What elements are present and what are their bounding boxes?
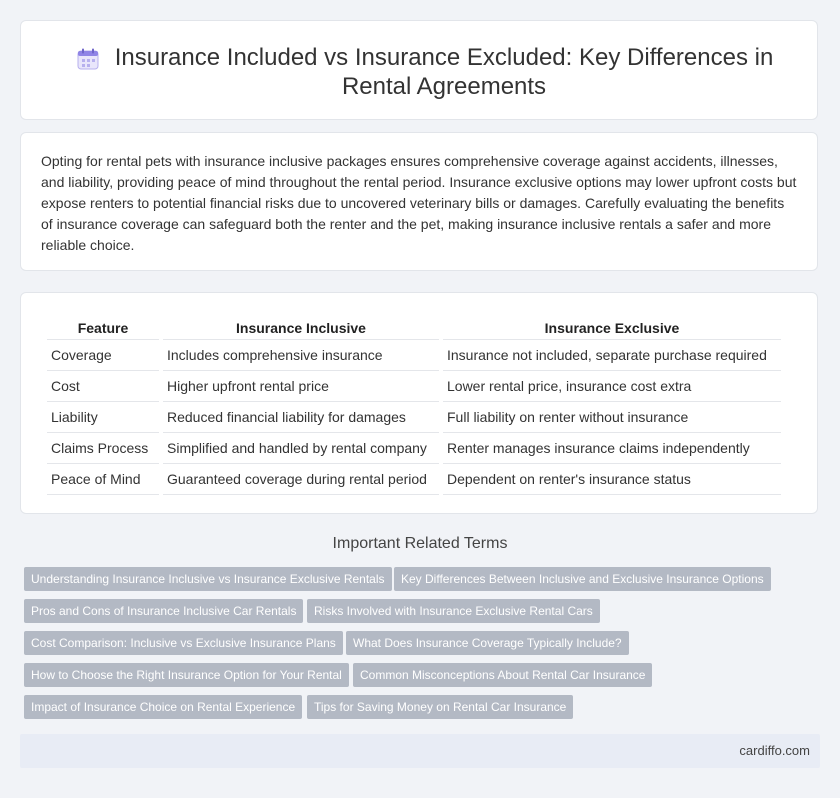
related-term-link[interactable]: Pros and Cons of Insurance Inclusive Car Rentals	[24, 599, 303, 623]
table-row	[47, 340, 781, 371]
table-cell: Cost	[47, 371, 159, 402]
related-term-link[interactable]: Risks Involved with Insurance Exclusive Rental Cars	[307, 599, 600, 623]
intro-paragraph: Opting for rental pets with insurance inclusive packages ensures comprehensive coverage against accidents, illnesses, and liability, providing peace of mind throughout the rental period. Insurance exclusive options may lower upfront costs but expose renters to potential financial risks due to uncovered veterinary bills or damages. Carefully evaluating the benefits of insurance coverage can safeguard both the renter and the pet, making insurance inclusive rentals a safer and more reliable choice.	[41, 153, 797, 253]
table-cell: Guaranteed coverage during rental period	[163, 464, 439, 495]
table-cell: Renter manages insurance claims independently	[443, 433, 781, 464]
table-cell: Claims Process	[47, 433, 159, 464]
related-term-link[interactable]: Understanding Insurance Inclusive vs Insurance Exclusive Rentals	[24, 567, 392, 591]
page-title: Insurance Included vs Insurance Excluded: Key Differences in Rental Agreements	[114, 44, 774, 100]
table-cell: Full liability on renter without insurance	[443, 402, 781, 433]
table-cell: Simplified and handled by rental company	[163, 433, 439, 464]
table-cell: Higher upfront rental price	[163, 371, 439, 402]
column-header: Feature	[47, 315, 159, 340]
table-cell: Reduced financial liability for damages	[163, 402, 439, 433]
column-header: Insurance Exclusive	[443, 315, 781, 340]
table-row	[47, 433, 781, 464]
table-row	[47, 371, 781, 402]
related-term-link[interactable]: Tips for Saving Money on Rental Car Insurance	[307, 695, 573, 719]
related-term-link[interactable]: How to Choose the Right Insurance Option for Your Rental	[24, 663, 349, 687]
related-term-link[interactable]: Common Misconceptions About Rental Car Insurance	[353, 663, 652, 687]
comparison-table	[43, 315, 785, 495]
table-cell: Lower rental price, insurance cost extra	[443, 371, 781, 402]
table-cell: Coverage	[47, 340, 159, 371]
table-cell: Liability	[47, 402, 159, 433]
table-cell: Includes comprehensive insurance	[163, 340, 439, 371]
header-card	[20, 20, 818, 120]
table-cell: Dependent on renter's insurance status	[443, 464, 781, 495]
comparison-table-card	[20, 292, 818, 514]
table-row	[47, 402, 781, 433]
table-header-row	[47, 315, 781, 340]
related-term-link[interactable]: What Does Insurance Coverage Typically Include?	[346, 631, 629, 655]
intro-card	[20, 132, 818, 271]
calendar-icon	[77, 48, 99, 70]
related-term-link[interactable]: Key Differences Between Inclusive and Exclusive Insurance Options	[394, 567, 771, 591]
table-row	[47, 464, 781, 495]
related-terms-title: Important Related Terms	[332, 535, 508, 552]
site-name: cardiffo.com	[739, 743, 810, 758]
related-term-link[interactable]: Impact of Insurance Choice on Rental Experience	[24, 695, 302, 719]
table-cell: Peace of Mind	[47, 464, 159, 495]
column-header: Insurance Inclusive	[163, 315, 439, 340]
table-cell: Insurance not included, separate purchase required	[443, 340, 781, 371]
related-term-link[interactable]: Cost Comparison: Inclusive vs Exclusive Insurance Plans	[24, 631, 343, 655]
footer	[20, 734, 820, 768]
